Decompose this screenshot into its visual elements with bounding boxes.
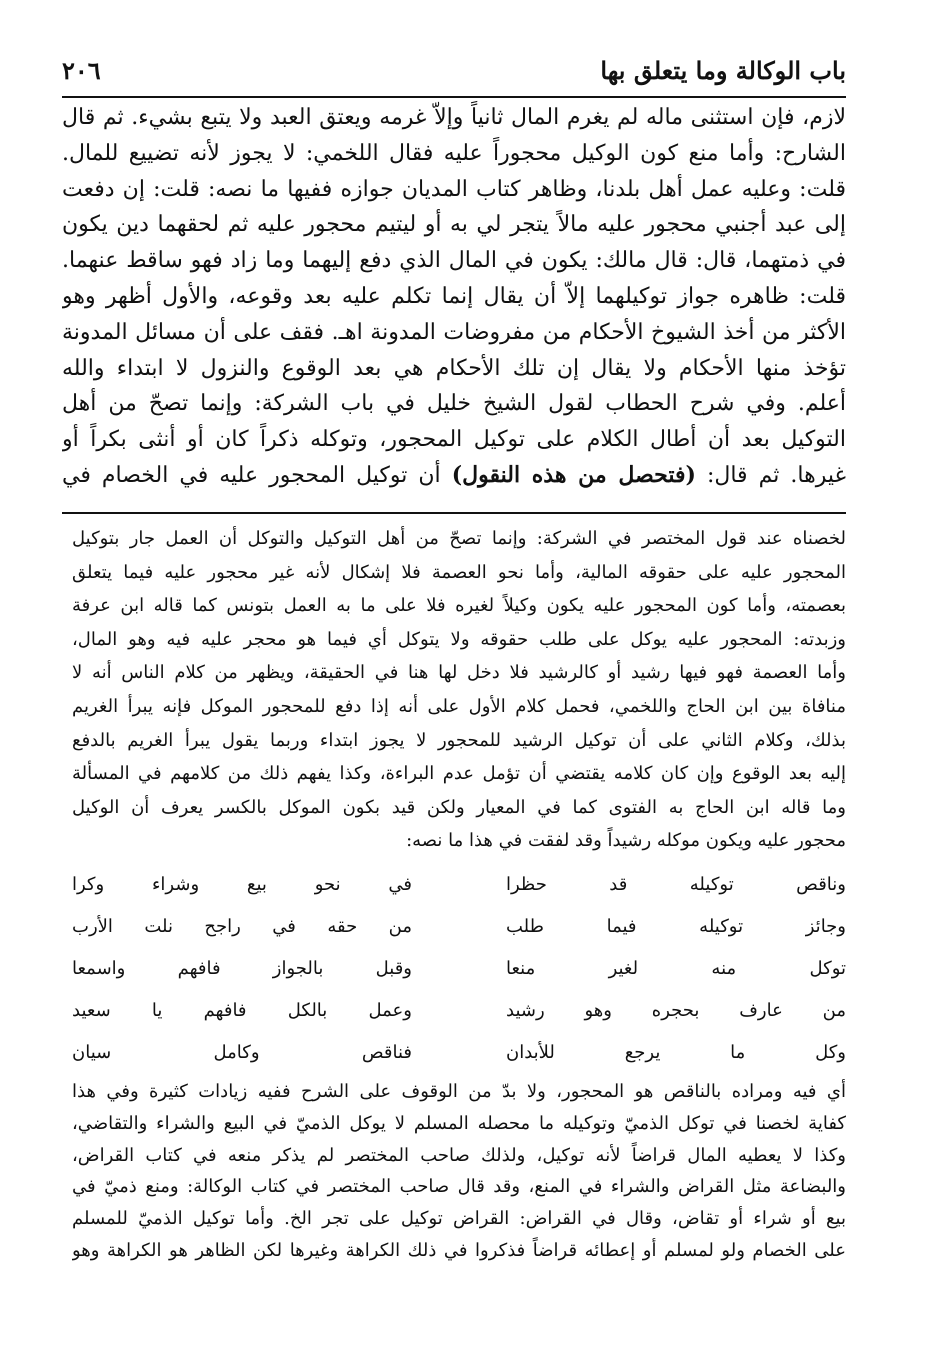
verse-first-hemistich: توكل منه لغير منعا <box>506 958 846 979</box>
note-line: بيع أو شراء أو تقاض، وقال في القراض: القراض توكيل على تجر الخ. وأما توكيل الذميّ للمسلم <box>72 1208 846 1230</box>
main-line: في ذمتهما، قال: قال مالك: يكون في المال الذي دفع إليهما وما زاد فهو ساقط عنهما. <box>62 248 846 274</box>
main-line: التوكيل بعد أن أطال الكلام على توكيل المحجور، وتوكله ذكراً كان أو أنثى بكراً أو <box>62 427 846 453</box>
note-line: والبضاعة مثل القراض والشراء في المنع، وقد قال صاحب المختصر في كتاب الوكالة: ومنع ذميّ في <box>72 1176 846 1198</box>
main-line: الأكثر من أخذ الشيوخ الأحكام من مفروضات المدونة اهـ. فقف على أن مسائل المدونة <box>62 319 846 345</box>
verse <box>72 990 846 1032</box>
note-line: محجور عليه ويكون موكله رشيداً وقد لفقت في هذا ما نصه: <box>406 830 846 852</box>
main-line-last <box>62 458 846 494</box>
main-line: قلت: ظاهره جواز توكيلهما إلاّ أن يقال إنما تكلم عليه بعد وقوعه، والأول أظهر وهو <box>62 283 846 309</box>
main-last-after: أن توكيل المحجور عليه في الخصام في <box>62 462 452 488</box>
verse-first-hemistich: وكل ما يرجع للأبدان <box>506 1042 846 1063</box>
footnote-text <box>72 522 846 858</box>
verse-first-hemistich: وجائز توكيله فيما طلب <box>506 916 846 937</box>
page-header <box>62 50 846 98</box>
chapter-title: باب الوكالة وما يتعلق بها <box>600 56 846 85</box>
note-line: منافاة بين ابن الحاج واللخمي، فحمل كلام الأول على أنه إذا دفع للمحجور الموكل فإنه يبرأ الغريم <box>72 695 846 717</box>
note-line: بعصمته، وأما كون المحجور عليه يكون وكيلاً لغيره فلا على ما به العمل بتونس كما قاله ابن عرفة <box>72 595 846 617</box>
main-line: لازم، فإن استثنى ماله لم يغرم المال ثانياً وإلاّ غرمه ويعتق العبد ولا يتبع بشيء. ثم قال <box>62 105 846 130</box>
main-line: تؤخذ منها الأحكام ولا يقال إن تلك الأحكام هي بعد الوقوع والنزول لا ابتداء والله <box>62 355 846 381</box>
note-line: بذلك، وكلام الثاني على أن توكيل الرشيد للمحجور لا يجوز ابتداء وربما يقول يبرأ الغريم بالدفع <box>72 729 846 751</box>
main-last-before: غيرها. ثم قال: <box>695 462 846 488</box>
main-line: قلت: وعليه عمل أهل بلدنا، وظاهر كتاب المديان جوازه ففيها ما نصه: قلت: إن دفعت <box>62 176 846 202</box>
note-line: إليه بعد الوقوع وإن كان كلامه يقتضي أن تؤمل عدم البراءة، وكذا يفهم ذلك من كلامهم في المسألة <box>72 763 846 785</box>
note-line: وزبدته: المحجور عليه يوكل على طلب حقوقه ولا يتوكل أي فيما هو محجر عليه فيه وهو المال، <box>72 628 846 650</box>
note-line: وأما العصمة فهو فيها رشيد أو كالرشيد فلا دخل لها هنا في الحقيقة، ويظهر من كلام الناس أنه لا <box>72 662 846 684</box>
verse <box>72 1032 846 1074</box>
verse-second-hemistich: وقبل بالجواز فافهم واسمعا <box>72 958 412 979</box>
verse-second-hemistich: من حقه في راجح نلت الأرب <box>72 916 412 937</box>
note-line: كفاية لخصنا في توكل الذميّ وتوكيله ما محصله المسلم لا يوكل الذميّ في البيع والشراء والتقاضي، <box>72 1112 846 1134</box>
main-line: أعلم. وفي شرح الحطاب لقول الشيخ خليل في باب الشركة: وإنما تصحّ من أهل <box>62 391 846 417</box>
note-line: على الخصام ولو لمسلم أو إعطائه قراضاً فذكروا في ذلك الكراهة وغيرها لكن الظاهر هو الكراهة وهو <box>72 1239 846 1261</box>
footnote-separator <box>62 512 846 514</box>
verse-second-hemistich: فناقص وكامل سيان <box>72 1042 412 1063</box>
note-line: وما قاله ابن الحاج به الفتوى كما في المعيار ولكن قيد بكون الموكل بالكسر يعرف أن الوكيل <box>72 796 846 818</box>
verse-second-hemistich: وعمل بالكل فافهم يا سعيد <box>72 1000 412 1021</box>
verse-first-hemistich: من عارف بحجره وهو رشيد <box>506 1000 846 1021</box>
footnote-continuation <box>72 1076 846 1267</box>
verse <box>72 948 846 990</box>
poem <box>72 864 846 1074</box>
note-line: لخصناه عند قول المختصر في الشركة: وإنما تصحّ من أهل التوكيل والتوكل أن العمل جار بتوكيل <box>72 528 846 549</box>
main-last-bold: (فتحصل من هذه النقول) <box>451 461 696 488</box>
note-line: أي فيه ومراده بالناقص هو المحجور، ولا بدّ من الوقوف على الشرح ففيه زيادات كثيرة وفي هذا <box>72 1081 846 1102</box>
main-line: إلى عبد أجنبي محجور عليه مالاً يتجر لي به أو ليتيم محجور عليه ثم لحقهما دين يكون <box>62 212 846 238</box>
page-number: ٢٠٦ <box>62 56 101 85</box>
verse <box>72 864 846 906</box>
verse-first-hemistich: وناقص توكيله قد حظرا <box>506 874 846 895</box>
verse <box>72 906 846 948</box>
main-line: الشارح: وأما منع كون الوكيل محجوراً عليه فقال اللخمي: لا يجوز لأنه تضييع للمال. <box>62 140 846 166</box>
note-line: المحجور عليه على حقوقه المالية، وأما نحو العصمة فلا إشكال لأنه غير محجور عليه فيما يتعلق <box>72 561 846 583</box>
note-line: وكذا لا يعطيه المال قراضاً لأنه توكيل، ولذلك صاحب المختصر لم يذكر منعه في كتاب القراض، <box>72 1144 846 1166</box>
main-text <box>62 100 846 494</box>
verse-second-hemistich: في نحو بيع وشراء وكرا <box>72 874 412 895</box>
